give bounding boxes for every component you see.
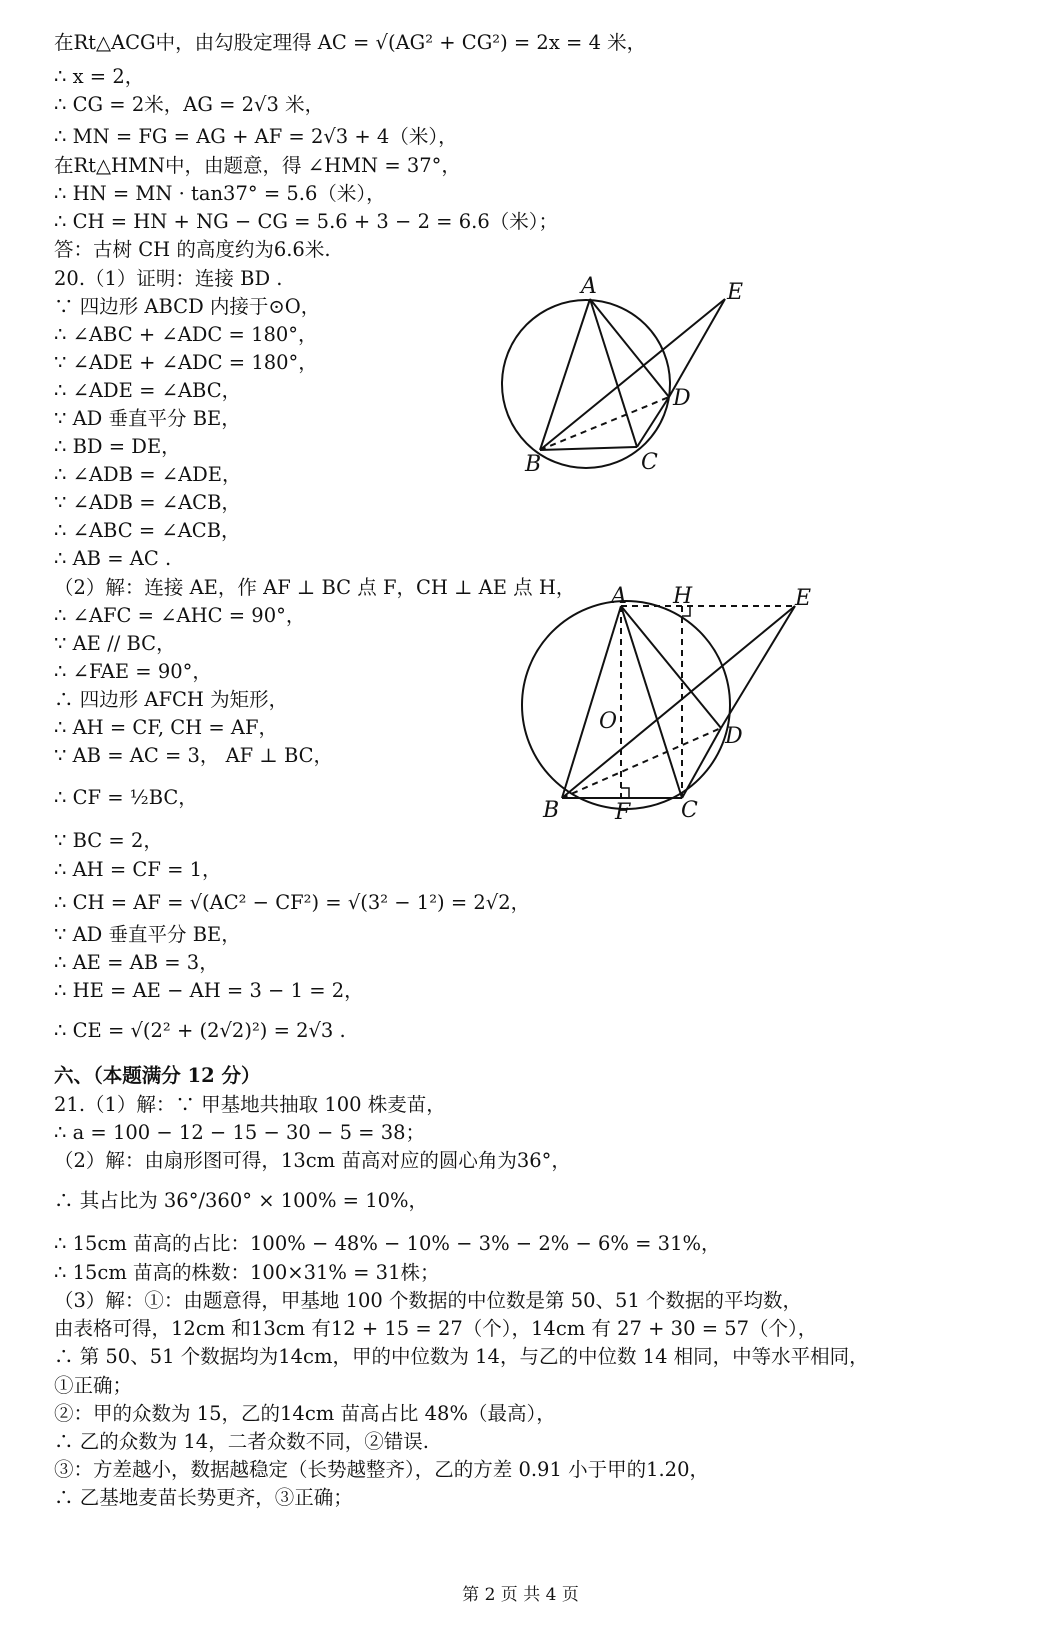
text-line: ∵ ∠ADB = ∠ACB， <box>54 491 241 514</box>
text-line: ∴ 乙基地麦苗长势更齐，③正确； <box>54 1486 353 1509</box>
label-E: E <box>795 586 812 611</box>
text-line: ∴ AH = CF = 1， <box>54 858 222 881</box>
text-line: 在Rt△HMN中，由题意，得 ∠HMN = 37°， <box>54 154 461 177</box>
text-line: ∴ x = 2， <box>54 65 145 88</box>
text-line: ∵ AD 垂直平分 BE， <box>54 923 241 946</box>
text-line: ∴ 四边形 AFCH 为矩形， <box>54 688 289 711</box>
text-line: ∴ BD = DE， <box>54 435 181 458</box>
text-line: 在Rt△ACG中，由勾股定理得 AC = √(AG² + CG²) = 2x = 4 米， <box>54 31 647 54</box>
text-line: ∴ HE = AE − AH = 3 − 1 = 2， <box>54 979 364 1002</box>
text-line: ∴ HN = MN · tan37° = 5.6（米）， <box>54 182 386 205</box>
text-line: ∴ 15cm 苗高的占比：100% − 48% − 10% − 3% − 2% − 6% = 31%， <box>54 1232 721 1255</box>
label-C: C <box>641 450 658 475</box>
label-B: B <box>543 798 560 823</box>
text-line: ∴ 第 50、51 个数据均为14cm，甲的中位数为 14，与乙的中位数 14 相同，中等水平相同， <box>54 1345 869 1368</box>
text-line: ∴ 乙的众数为 14，二者众数不同，②错误. <box>54 1430 429 1453</box>
geometry-figure-2 <box>505 583 812 825</box>
text-line: ∴ AE = AB = 3， <box>54 951 219 974</box>
text-line: ∵ ∠ADE + ∠ADC = 180°， <box>54 351 318 374</box>
text-line: ∴ ∠ADE = ∠ABC， <box>54 379 242 402</box>
page-footer: 第 2 页 共 4 页 <box>462 1585 579 1605</box>
text-line: ∴ CF = ½BC， <box>54 786 198 809</box>
text-line: ∴ CH = AF = √(AC² − CF²) = √(3² − 1²) = 2√2， <box>54 891 531 914</box>
text-line: ∴ CE = √(2² + (2√2)²) = 2√3 . <box>54 1019 346 1042</box>
label-E: E <box>727 280 744 305</box>
geometry-figure-1 <box>495 275 785 475</box>
label-H: H <box>673 584 693 609</box>
text-line: ∴ 其占比为 36°/360° × 100% = 10%， <box>54 1189 429 1212</box>
text-line: （3）解：①：由题意得，甲基地 100 个数据的中位数是第 50、51 个数据的平均数， <box>54 1289 803 1312</box>
text-line: ①正确； <box>54 1374 133 1397</box>
label-D: D <box>673 386 691 411</box>
label-D: D <box>725 724 743 749</box>
label-B: B <box>525 452 542 477</box>
text-line: ∵ AB = AC = 3， AF ⊥ BC， <box>54 744 334 767</box>
text-line: 20.（1）证明：连接 BD . <box>54 267 283 290</box>
text-line: ∵ BC = 2， <box>54 829 163 852</box>
text-line: （2）解：由扇形图可得，13cm 苗高对应的圆心角为36°， <box>54 1149 571 1172</box>
label-O: O <box>599 709 618 734</box>
text-line: （2）解：连接 AE，作 AF ⊥ BC 点 F，CH ⊥ AE 点 H， <box>54 576 576 599</box>
section-heading: 六、（本题满分 12 分） <box>54 1064 261 1087</box>
text-line: ∴ AB = AC . <box>54 547 172 570</box>
text-line: ∴ ∠ADB = ∠ADE， <box>54 463 242 486</box>
text-line: ∴ ∠FAE = 90°， <box>54 660 212 683</box>
text-line: ∴ a = 100 − 12 − 15 − 30 − 5 = 38； <box>54 1121 426 1144</box>
text-line: ∴ CH = HN + NG − CG = 5.6 + 3 − 2 = 6.6（米）； <box>54 210 558 233</box>
text-line: ∴ MN = FG = AG + AF = 2√3 + 4（米）， <box>54 125 458 148</box>
text-line: 答：古树 CH 的高度约为6.6米. <box>54 238 331 261</box>
text-line: ∴ AH = CF, CH = AF， <box>54 716 279 739</box>
text-line: ∵ AE // BC， <box>54 632 176 655</box>
text-line: ∴ 15cm 苗高的株数：100×31% = 31株； <box>54 1261 440 1284</box>
text-line: 21.（1）解：∵ 甲基地共抽取 100 株麦苗， <box>54 1093 446 1116</box>
text-line: ②：甲的众数为 15，乙的14cm 苗高占比 48%（最高）， <box>54 1402 556 1425</box>
label-A: A <box>611 584 627 609</box>
text-line: ∵ 四边形 ABCD 内接于⊙O， <box>54 295 321 318</box>
label-C: C <box>681 798 698 823</box>
label-F: F <box>615 800 631 825</box>
text-line: ③：方差越小，数据越稳定（长势越整齐），乙的方差 0.91 小于甲的1.20， <box>54 1458 709 1481</box>
text-line: ∴ CG = 2米，AG = 2√3 米， <box>54 93 325 116</box>
text-line: ∵ AD 垂直平分 BE， <box>54 407 241 430</box>
text-line: ∴ ∠ABC + ∠ADC = 180°， <box>54 323 318 346</box>
text-line: ∴ ∠ABC = ∠ACB， <box>54 519 241 542</box>
text-line: 由表格可得，12cm 和13cm 有12 + 15 = 27（个），14cm 有 27 + 30 = 57（个）， <box>54 1317 818 1340</box>
label-A: A <box>581 274 597 299</box>
text-line: ∴ ∠AFC = ∠AHC = 90°， <box>54 604 306 627</box>
